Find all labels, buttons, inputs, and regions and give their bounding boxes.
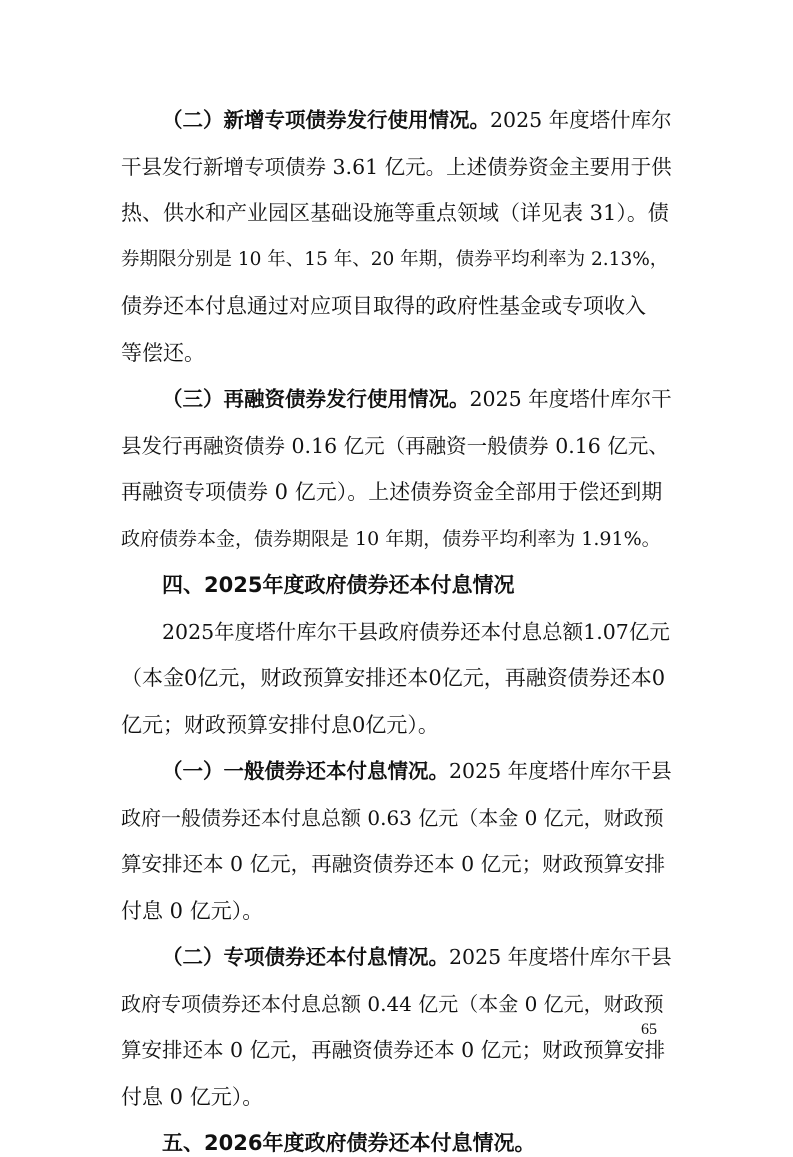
paragraph-line: 政府一般债券还本付息总额 0.63 亿元（本金 0 亿元，财政预	[121, 806, 664, 830]
paragraph-line: 热、供水和产业园区基础设施等重点领域（详见表 31）。债	[121, 201, 669, 225]
paragraph-line: 算安排还本 0 亿元，再融资债券还本 0 亿元；财政预算安排	[121, 852, 666, 876]
paragraph-text: 2025 年度塔什库尔干县	[449, 759, 672, 783]
page-number: 65	[641, 1021, 657, 1038]
paragraph-text: 2025 年度塔什库尔	[490, 108, 672, 132]
paragraph-line: 债券还本付息通过对应项目取得的政府性基金或专项收入	[121, 294, 646, 318]
paragraph-line: 亿元；财政预算安排付息0亿元）。	[121, 713, 439, 737]
section-heading: （二）新增专项债券发行使用情况。	[162, 108, 490, 132]
section-heading: 五、2026年度政府债券还本付息情况。	[162, 1131, 536, 1155]
paragraph-line: 券期限分别是 10 年、15 年、20 年期，债券平均利率为 2.13%，	[121, 249, 669, 270]
paragraph-line: 等偿还。	[121, 341, 205, 365]
paragraph-line: 付息 0 亿元）。	[121, 1085, 264, 1109]
paragraph-line: 算安排还本 0 亿元，再融资债券还本 0 亿元；财政预算安排	[121, 1038, 666, 1062]
paragraph-line: 付息 0 亿元）。	[121, 899, 264, 923]
section-heading: 四、2025年度政府债券还本付息情况	[162, 573, 515, 597]
paragraph-line: （本金0亿元，财政预算安排还本0亿元，再融资债券还本0	[121, 666, 666, 690]
paragraph-line	[162, 385, 672, 413]
paragraph-line: 再融资专项债券 0 亿元）。上述债券资金全部用于偿还到期	[121, 480, 663, 504]
section-heading: （二）专项债券还本付息情况。	[162, 945, 449, 969]
paragraph-line	[162, 106, 672, 134]
section-heading: （一）一般债券还本付息情况。	[162, 759, 449, 783]
paragraph-text: 2025 年度塔什库尔干县	[449, 945, 672, 969]
paragraph-line: 县发行再融资债券 0.16 亿元（再融资一般债券 0.16 亿元、	[121, 434, 669, 458]
section-heading: （三）再融资债券发行使用情况。	[162, 387, 470, 411]
paragraph-text: 2025 年度塔什库尔干	[469, 387, 672, 411]
paragraph-line	[162, 943, 672, 971]
paragraph-line: 政府债券本金，债券期限是 10 年期，债券平均利率为 1.91%。	[121, 528, 661, 550]
paragraph-line: 2025年度塔什库尔干县政府债券还本付息总额1.07亿元	[162, 620, 670, 644]
paragraph-line	[162, 757, 672, 785]
paragraph-line: 政府专项债券还本付息总额 0.44 亿元（本金 0 亿元，财政预	[121, 992, 664, 1016]
paragraph-line: 干县发行新增专项债券 3.61 亿元。上述债券资金主要用于供	[121, 155, 672, 179]
